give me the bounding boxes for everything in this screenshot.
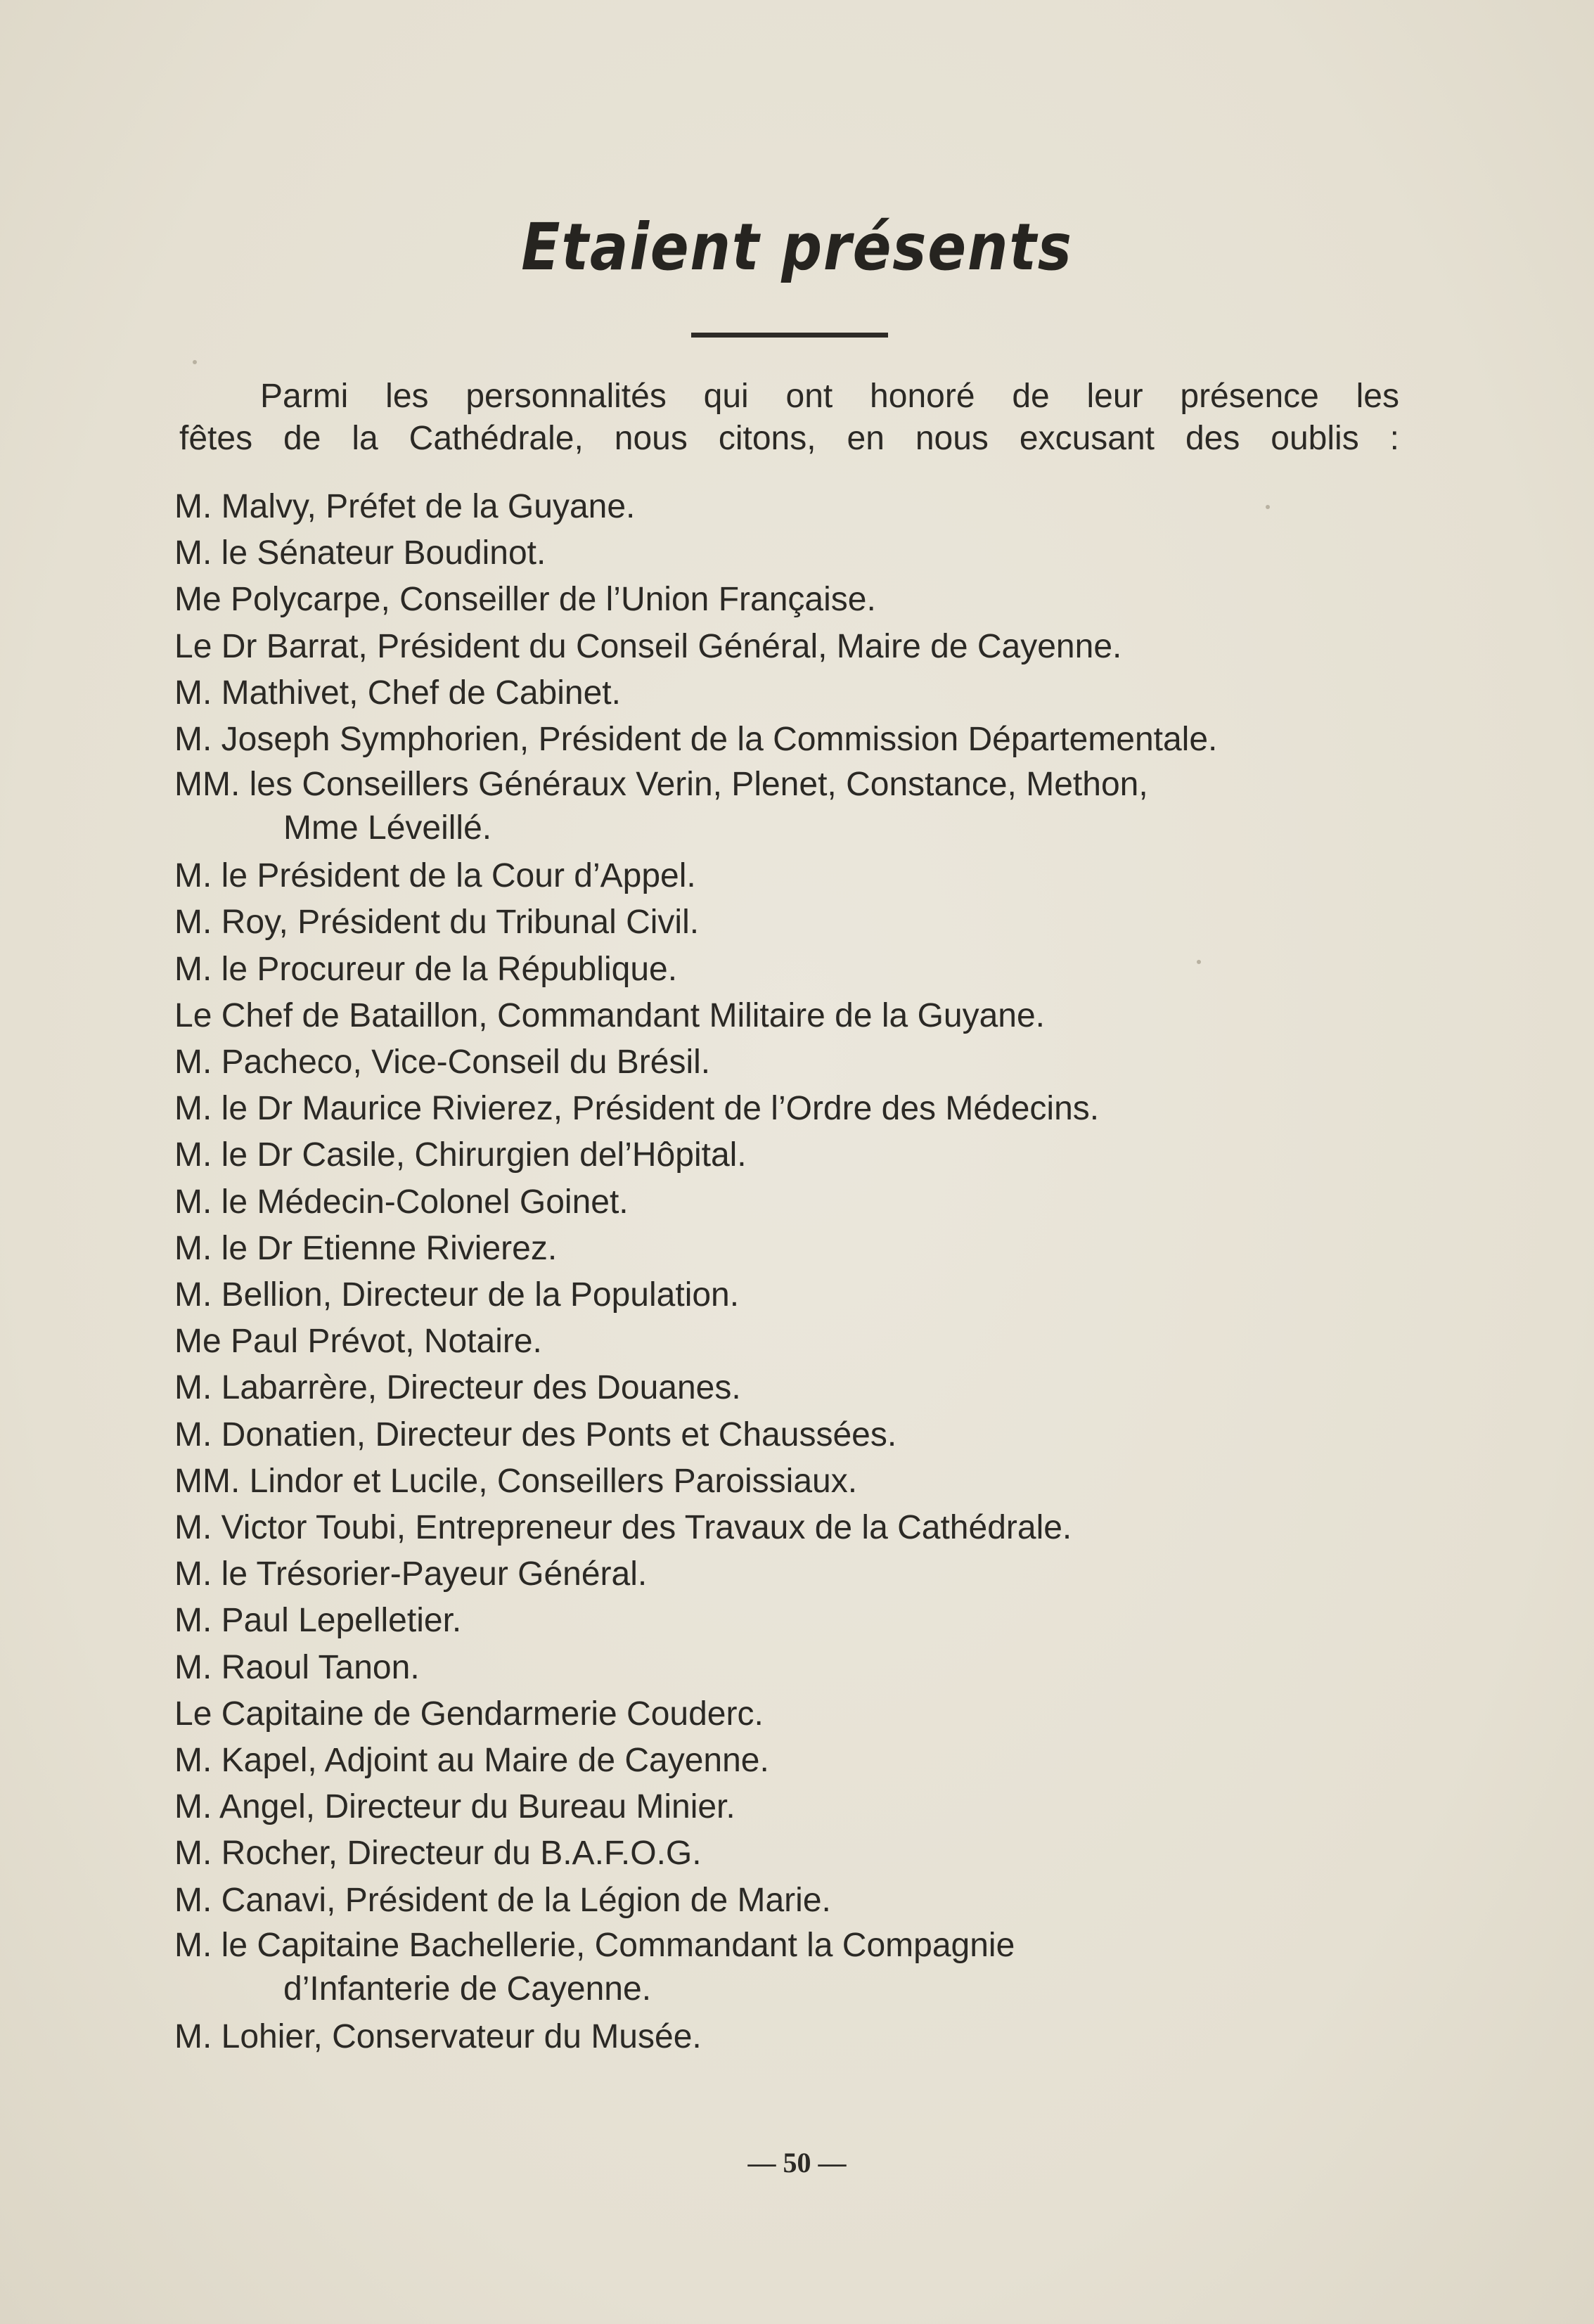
attendee-entry: M. Raoul Tanon. — [174, 1648, 420, 1686]
attendee-entry: M. Rocher, Directeur du B.A.F.O.G. — [174, 1835, 702, 1873]
page-number: — 50 — — [747, 2147, 847, 2178]
attendee-entry: Le Dr Barrat, Président du Conseil Général, Maire de Cayenne. — [174, 627, 1122, 665]
attendee-entry: Me Paul Prévot, Notaire. — [174, 1323, 542, 1361]
attendee-entry: M. le Dr Etienne Rivierez. — [174, 1229, 558, 1267]
intro-line-1: Parmi les personnalités qui ont honoré de leur présence les — [260, 378, 1399, 415]
attendee-entry: M. Victor Toubi, Entrepreneur des Travaux de la Cathédrale. — [174, 1509, 1072, 1547]
attendee-entry-line: M. le Capitaine Bachellerie, Commandant la Compagnie — [174, 1926, 1015, 1964]
intro-line-2: fêtes de la Cathédrale, nous citons, en nous excusant des oublis : — [179, 420, 1399, 457]
paper-speck — [193, 360, 197, 364]
attendee-entry: M. le Dr Casile, Chirurgien del’Hôpital. — [174, 1136, 747, 1174]
attendee-entry: Le Chef de Bataillon, Commandant Militaire de la Guyane. — [174, 996, 1046, 1034]
attendee-list — [174, 484, 1399, 2060]
attendee-entry: M. Donatien, Directeur des Ponts et Chaussées. — [174, 1415, 897, 1453]
attendee-entry: M. Pacheco, Vice-Conseil du Brésil. — [174, 1044, 711, 1081]
attendee-entry: MM. Lindor et Lucile, Conseillers Paroissiaux. — [174, 1462, 858, 1500]
attendee-entry: M. Roy, Président du Tribunal Civil. — [174, 904, 700, 942]
attendee-entry-continuation: d’Infanterie de Cayenne. — [283, 1970, 652, 2008]
attendee-entry: M. Lohier, Conservateur du Musée. — [174, 2017, 702, 2055]
attendee-entry-multiline — [174, 763, 1399, 850]
attendee-entry: M. Angel, Directeur du Bureau Minier. — [174, 1788, 735, 1826]
intro-paragraph — [179, 375, 1399, 460]
attendee-entry: M. le Trésorier-Payeur Général. — [174, 1555, 648, 1593]
attendee-entry-multiline — [174, 1924, 1399, 2011]
title-underline — [691, 333, 888, 338]
attendee-entry: M. Mathivet, Chef de Cabinet. — [174, 674, 621, 712]
attendee-entry: M. Joseph Symphorien, Président de la Commission Départementale. — [174, 721, 1218, 759]
attendee-entry: M. Canavi, Président de la Légion de Marie. — [174, 1881, 831, 1919]
attendee-entry-line: MM. les Conseillers Généraux Verin, Plenet, Constance, Methon, — [174, 766, 1148, 804]
paper-speck — [1266, 505, 1270, 509]
attendee-entry: Me Polycarpe, Conseiller de l’Union Française. — [174, 581, 876, 619]
attendee-entry: M. Paul Lepelletier. — [174, 1602, 462, 1640]
attendee-entry: M. le Président de la Cour d’Appel. — [174, 857, 696, 895]
attendee-entry: M. Labarrère, Directeur des Douanes. — [174, 1369, 741, 1407]
attendee-entry: M. Malvy, Préfet de la Guyane. — [174, 488, 636, 525]
attendee-entry: M. Kapel, Adjoint au Maire de Cayenne. — [174, 1742, 769, 1780]
attendee-entry-continuation: Mme Léveillé. — [283, 809, 492, 847]
attendee-entry: M. le Dr Maurice Rivierez, Président de l’Ordre des Médecins. — [174, 1090, 1100, 1128]
attendee-entry: M. le Procureur de la République. — [174, 950, 678, 988]
paper-speck — [1197, 960, 1201, 964]
page-title: Etaient présents — [521, 210, 1073, 285]
attendee-entry: Le Capitaine de Gendarmerie Couderc. — [174, 1695, 764, 1733]
attendee-entry: M. le Sénateur Boudinot. — [174, 534, 546, 572]
attendee-entry: M. Bellion, Directeur de la Population. — [174, 1276, 740, 1314]
attendee-entry: M. le Médecin-Colonel Goinet. — [174, 1183, 629, 1221]
